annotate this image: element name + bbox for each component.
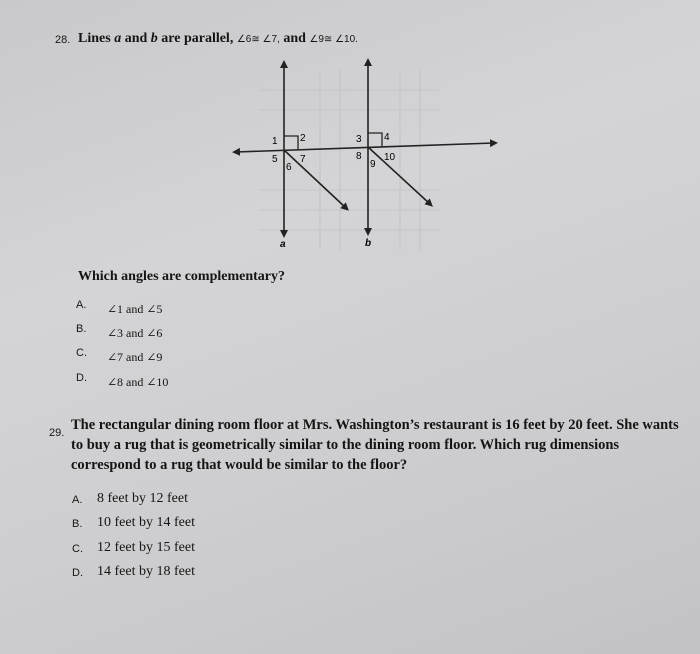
- q28-relation-2: ∠9≅ ∠10.: [309, 34, 358, 45]
- q28-text-lines: Lines: [78, 31, 111, 46]
- q29-number: 29.: [49, 427, 65, 439]
- angle-label-1: 1: [272, 136, 278, 147]
- angle-label-2: 2: [300, 133, 306, 144]
- line-a-label: a: [280, 239, 286, 250]
- angle-label-4: 4: [384, 132, 390, 143]
- q28-choice-d-letter: D.: [76, 372, 87, 384]
- q28-choice-a-letter: A.: [76, 299, 87, 311]
- q28-choice-c[interactable]: ∠7 and ∠9: [107, 350, 163, 364]
- diagonal-ray-a: [284, 150, 346, 208]
- angle-label-6: 6: [286, 162, 292, 173]
- q29-choice-d-letter: D.: [72, 567, 83, 579]
- right-angle-mark-b: [368, 133, 382, 147]
- q29-choice-a-letter: A.: [72, 494, 83, 506]
- angle-label-10: 10: [384, 152, 396, 163]
- q29-choice-b[interactable]: 10 feet by 14 feet: [97, 515, 195, 530]
- q29-statement: The rectangular dining room floor at Mrs. Washington’s restaurant is 16 feet by 20 feet. She wants to buy a rug that is geometrically similar to the dining room floor. Which rug dimensions correspond to a rug that would be similar to the floor?: [71, 417, 679, 473]
- q28-choice-a[interactable]: ∠1 and ∠5: [107, 302, 163, 316]
- q29-choice-d[interactable]: 14 feet by 18 feet: [97, 564, 195, 579]
- q29-choice-c[interactable]: 12 feet by 15 feet: [97, 540, 195, 555]
- line-b-label: b: [365, 238, 372, 249]
- q28-choice-c-letter: C.: [76, 347, 87, 359]
- q28-text-and: and: [124, 31, 148, 46]
- q28-var-a: a: [114, 31, 122, 46]
- right-angle-mark-a: [284, 136, 298, 150]
- angle-label-9: 9: [370, 159, 376, 170]
- q28-text-parallel: are parallel,: [161, 31, 234, 46]
- q28-prompt: Which angles are complementary?: [78, 269, 285, 284]
- q29-choice-c-letter: C.: [72, 543, 83, 555]
- background-grid: [260, 70, 440, 250]
- q28-choice-b[interactable]: ∠3 and ∠6: [107, 326, 163, 340]
- q28-choice-b-letter: B.: [76, 323, 87, 335]
- q29-choice-b-letter: B.: [72, 518, 83, 530]
- q28-relation-1: ∠6≅ ∠7,: [236, 34, 280, 45]
- angle-label-8: 8: [356, 151, 362, 162]
- q28-var-b: b: [150, 31, 158, 46]
- q28-choice-d[interactable]: ∠8 and ∠10: [107, 375, 169, 389]
- angle-label-7: 7: [300, 154, 306, 165]
- q28-number: 28.: [55, 34, 71, 46]
- angle-label-3: 3: [356, 134, 362, 145]
- q29-choice-a[interactable]: 8 feet by 12 feet: [97, 491, 188, 506]
- diagonal-ray-b: [368, 147, 430, 204]
- angle-label-5: 5: [272, 154, 278, 165]
- q28-text-and-2: and: [283, 31, 306, 46]
